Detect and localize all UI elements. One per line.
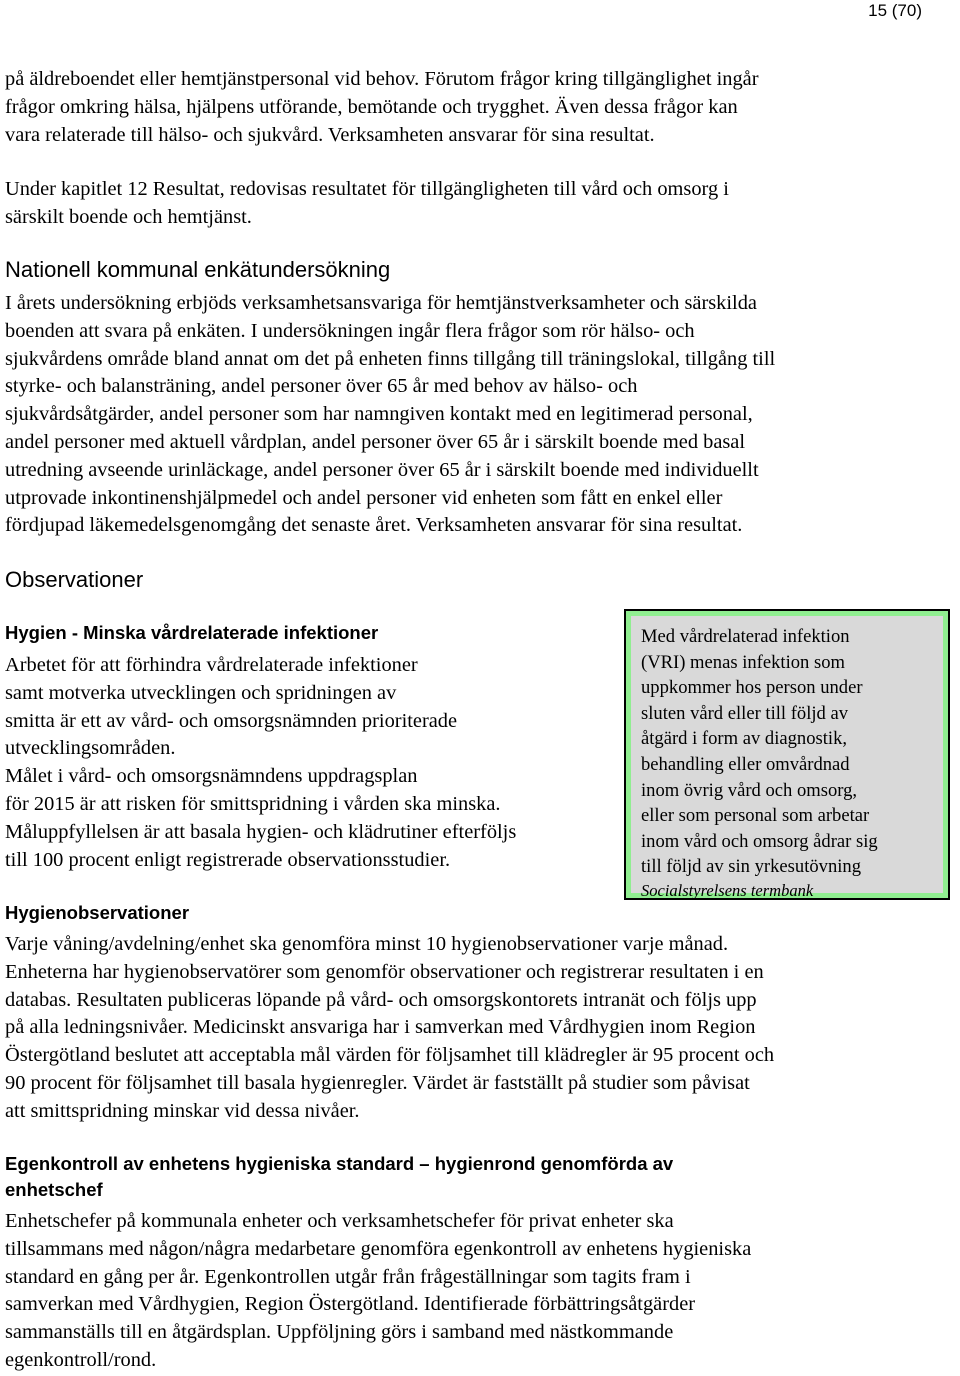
definition-line: (VRI) menas infektion som: [641, 651, 845, 673]
text-line: till 100 procent enligt registrerade observationsstudier.: [5, 848, 451, 871]
text-line: Enhetschefer på kommunala enheter och verksamhetschefer för privat enheter ska: [5, 1210, 674, 1232]
text-line: särskilt boende och hemtjänst.: [5, 205, 252, 228]
text-line: samt motverka utvecklingen och spridningen av: [5, 681, 397, 704]
heading-line: enhetschef: [5, 1179, 103, 1200]
egenkontroll-paragraph: [5, 1208, 751, 1375]
heading-hygienobservationer: [5, 900, 189, 926]
definition-line: behandling eller omvårdnad: [641, 753, 850, 775]
vri-definition-box: [624, 609, 950, 900]
hygien-paragraph: [5, 652, 516, 874]
definition-line: uppkommer hos person under: [641, 677, 863, 699]
heading-line: Egenkontroll av enhetens hygieniska standard – hygienrond genomförda av: [5, 1153, 674, 1174]
text-line: på alla ledningsnivåer. Medicinskt ansvariga har i samverkan med Vårdhygien inom Region: [5, 1016, 756, 1039]
text-line: Under kapitlet 12 Resultat, redovisas resultatet för tillgängligheten till vård och omsorg i: [5, 178, 729, 200]
text-line: andel personer med aktuell vårdplan, andel personer över 65 år i särskilt boende med basal: [5, 430, 746, 453]
text-line: att smittspridning minskar vid dessa nivåer.: [5, 1099, 360, 1122]
text-line: för 2015 är att risken för smittspridning i vården ska minska.: [5, 792, 501, 815]
text-line: databas. Resultaten publiceras löpande på vård- och omsorgskontorets intranät och följs upp: [5, 988, 757, 1011]
text-line: sjukvårdens område bland annat om det på enheten finns tillgång till träningslokal, tillgång till: [5, 347, 776, 370]
text-line: samverkan med Vårdhygien, Region Östergötland. Identifierade förbättringsåtgärder: [5, 1293, 696, 1316]
text-line: Varje våning/avdelning/enhet ska genomföra minst 10 hygienobservationer varje månad.: [5, 933, 729, 955]
text-line: utprovade inkontinenshjälpmedel och andel personer vid enheten som fått en enkel eller: [5, 486, 723, 509]
definition-line: inom vård och omsorg ådrar sig: [641, 830, 878, 852]
hygienobservationer-paragraph: [5, 931, 774, 1126]
text-line: fördjupad läkemedelsgenomgång det senaste året. Verksamheten ansvarar för sina resultat.: [5, 514, 743, 537]
text-line: egenkontroll/rond.: [5, 1348, 157, 1371]
vri-definition-inner: [631, 616, 943, 900]
text-line: sammanställs till en åtgärdsplan. Uppföljning görs i samband med nästkommande: [5, 1321, 674, 1344]
text-line: sjukvårdsåtgärder, andel personer som har namngiven kontakt med en legitimerad personal,: [5, 403, 753, 426]
resultat-reference-paragraph: [5, 176, 729, 232]
definition-line: sluten vård eller till följd av: [641, 702, 849, 724]
text-line: I årets undersökning erbjöds verksamhetsansvariga för hemtjänstverksamheter och särskilda: [5, 292, 757, 314]
definition-source: Socialstyrelsens termbank: [641, 880, 814, 900]
text-line: vara relaterade till hälso- och sjukvård. Verksamheten ansvarar för sina resultat.: [5, 123, 655, 146]
page-number: 15 (70): [868, 1, 922, 20]
heading-line: Hygien - Minska vårdrelaterade infektioner: [5, 622, 379, 643]
text-line: 90 procent för följsamhet till basala hygienregler. Värdet är fastställt på studier som påvisat: [5, 1071, 750, 1094]
text-line: Måluppfyllelsen är att basala hygien- och klädrutiner efterföljs: [5, 820, 517, 843]
definition-line: Med vårdrelaterad infektion: [641, 626, 850, 647]
text-line: smitta är ett av vård- och omsorgsnämnden prioriterade: [5, 709, 458, 732]
definition-line: eller som personal som arbetar: [641, 805, 870, 827]
text-line: Målet i vård- och omsorgsnämndens uppdragsplan: [5, 765, 418, 788]
heading-hygien: [5, 620, 378, 646]
text-line: utvecklingsområden.: [5, 737, 176, 760]
heading-egenkontroll: [5, 1151, 673, 1203]
nationell-paragraph: [5, 290, 775, 540]
definition-line: inom övrig vård och omsorg,: [641, 779, 858, 801]
text-line: utredning avseende urinläckage, andel personer över 65 år i särskilt boende med individuellt: [5, 458, 759, 481]
intro-paragraph: [5, 66, 759, 149]
definition-line: åtgärd i form av diagnostik,: [641, 728, 848, 750]
heading-observationer: Observationer: [5, 567, 144, 592]
text-line: standard en gång per år. Egenkontrollen utgår från frågeställningar som tagits fram i: [5, 1265, 691, 1288]
text-line: boenden att svara på enkäten. I undersökningen ingår flera frågor som rör hälso- och: [5, 319, 695, 342]
definition-line: till följd av sin yrkesutövning: [641, 856, 862, 878]
heading-nationell: Nationell kommunal enkätundersökning: [5, 257, 391, 282]
text-line: tillsammans med någon/några medarbetare genomföra egenkontroll av enhetens hygieniska: [5, 1237, 752, 1260]
text-line: styrke- och balansträning, andel personer över 65 år med behov av hälso- och: [5, 375, 638, 398]
vri-definition-text: [641, 624, 878, 902]
text-line: Enheterna har hygienobservatörer som genomför observationer och registrerar resultaten i en: [5, 960, 764, 983]
text-line: Arbetet för att förhindra vårdrelaterade infektioner: [5, 654, 418, 676]
text-line: frågor omkring hälsa, hjälpens utförande, bemötande och trygghet. Även dessa frågor kan: [5, 95, 738, 118]
text-line: på äldreboendet eller hemtjänstpersonal vid behov. Förutom frågor kring tillgänglighet ingår: [5, 68, 759, 90]
heading-line: Hygienobservationer: [5, 902, 190, 923]
text-line: Östergötland beslutet att acceptabla mål värden för följsamhet till klädregler är 95 procent och: [5, 1044, 775, 1067]
